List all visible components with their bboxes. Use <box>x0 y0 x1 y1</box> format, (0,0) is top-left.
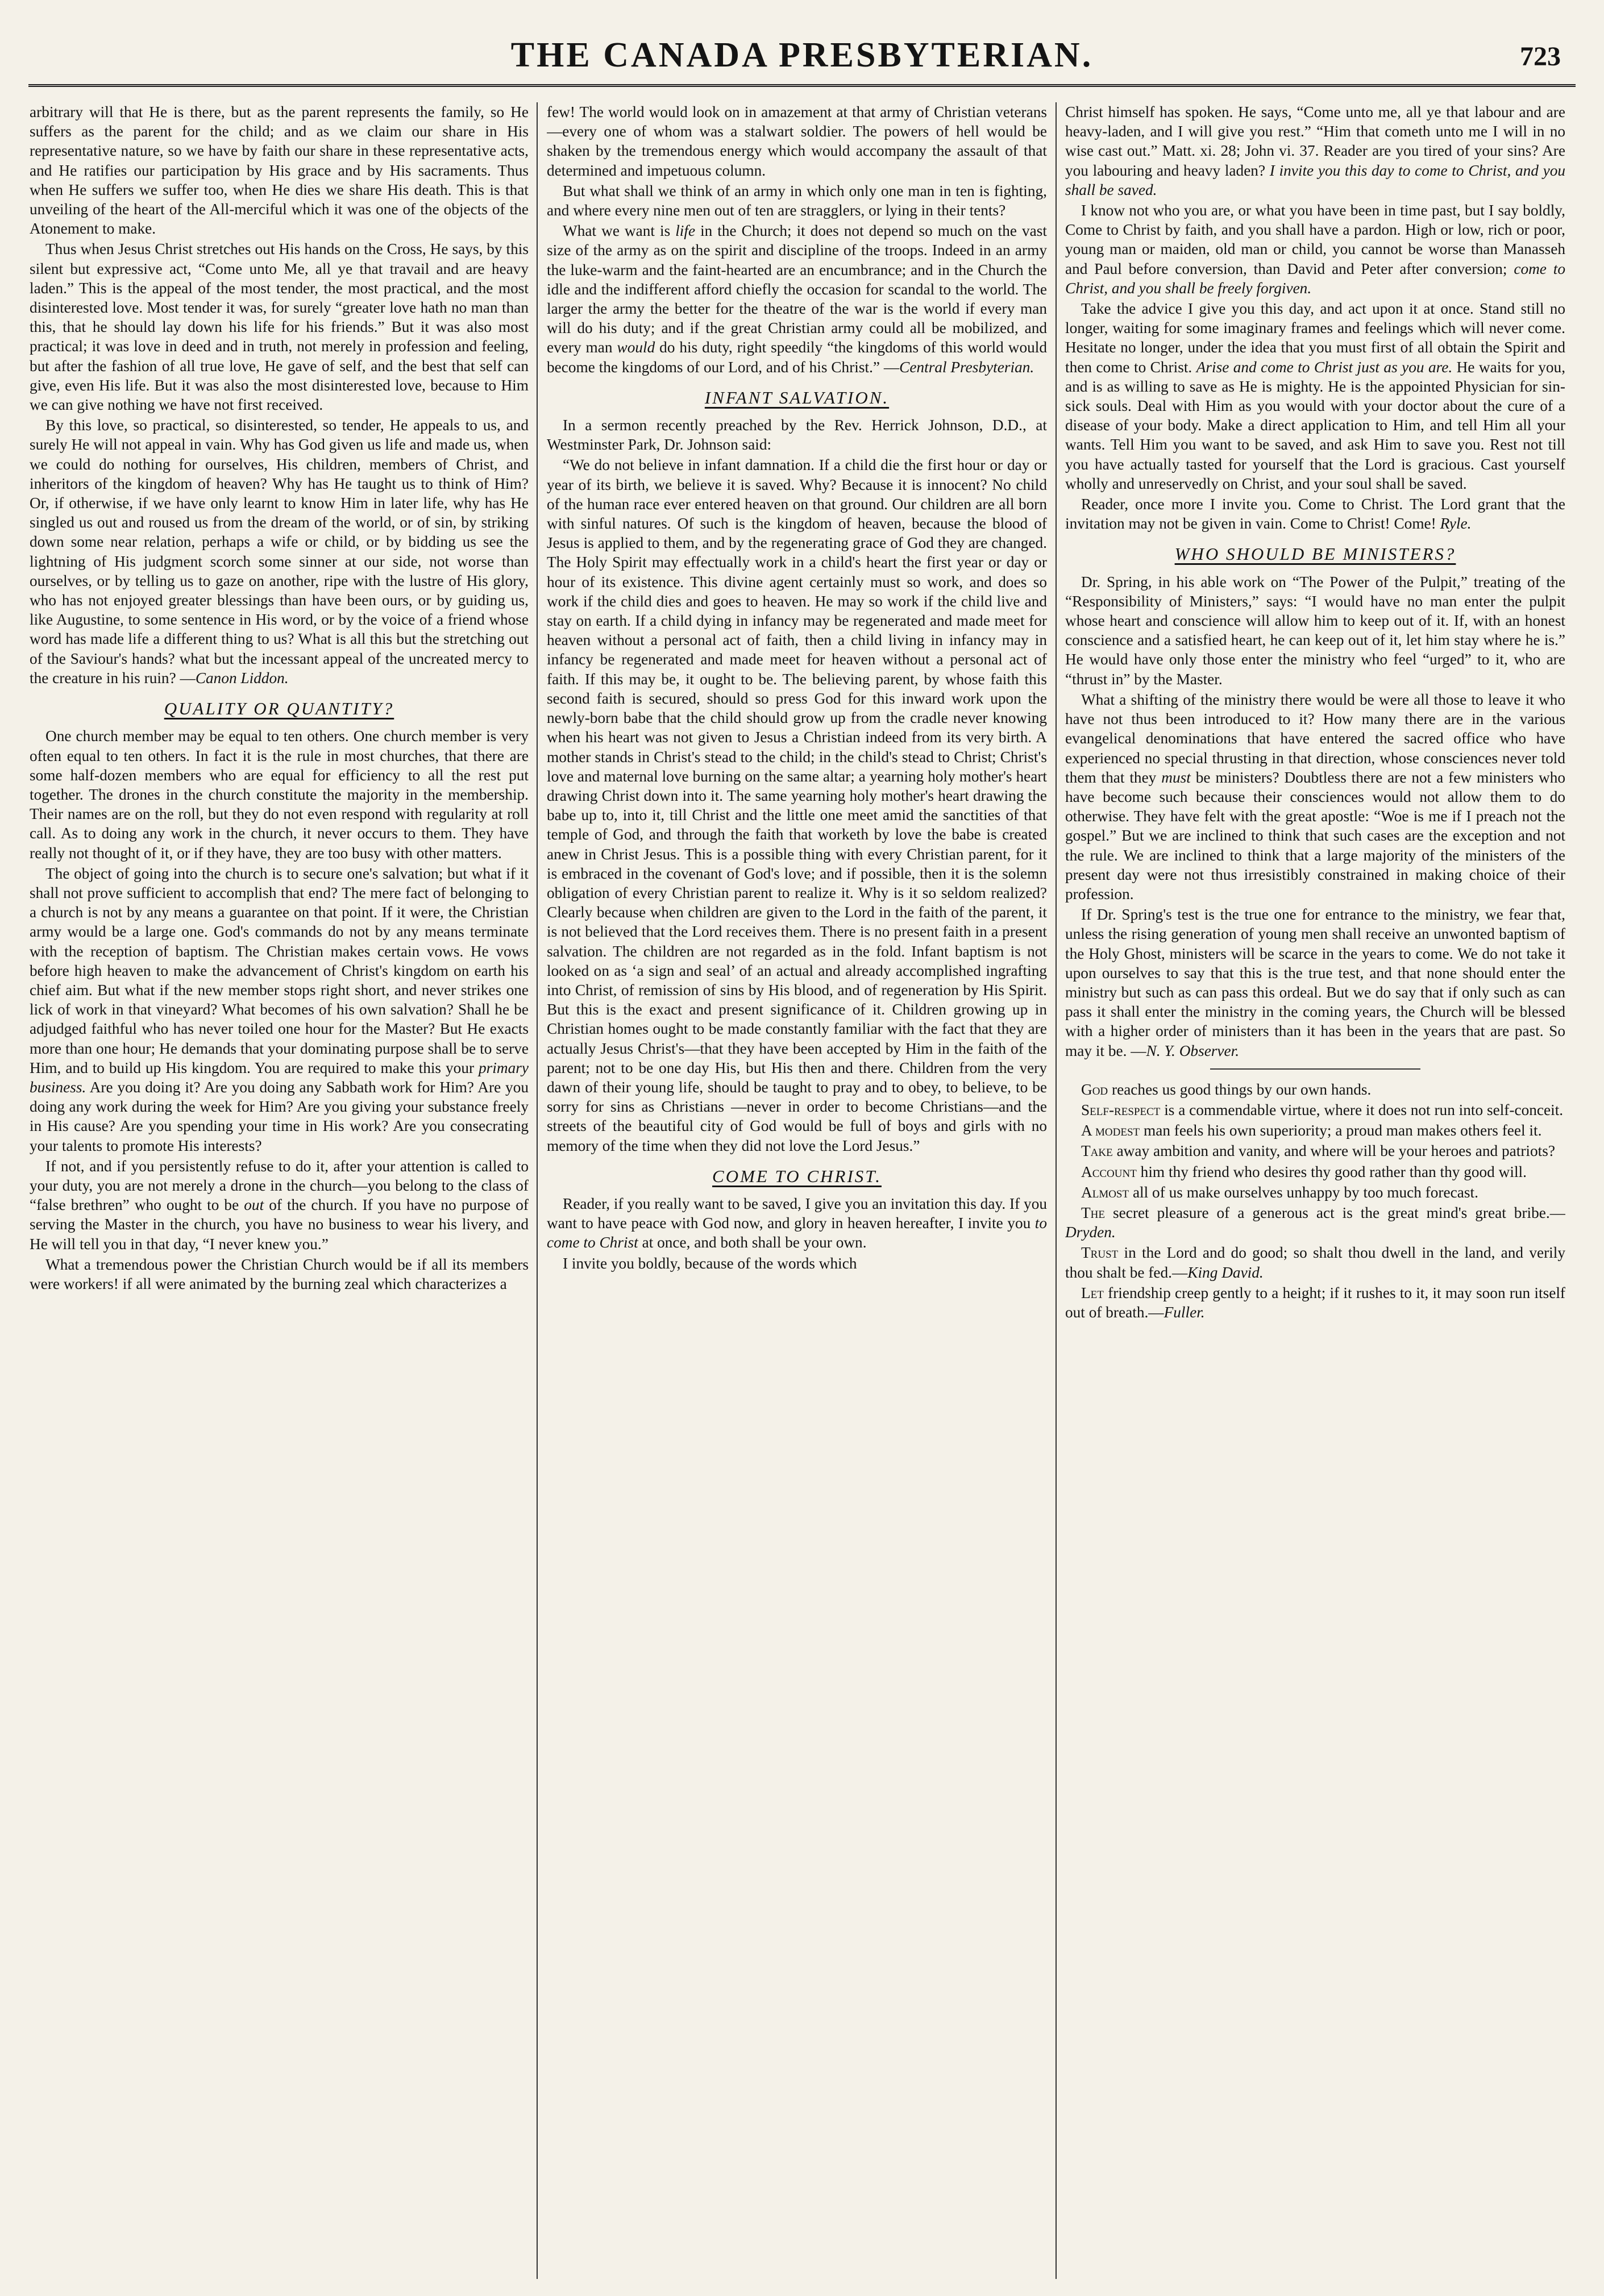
paragraph: arbitrary will that He is there, but as the parent represents the family, so He suffers as the parent for the child; and as we claim our share in His representative nature, so we have by faith our share in these representative acts, and He ratifies our participation by His grace and by His sacraments. Thus when He suffers we suffer too, when He dies we share His death. This is that unveiling of the heart of the All-merciful which it was one of the objects of the Atonement to make. <box>30 103 529 238</box>
maxim-text: reaches us good things by our own hands. <box>1111 1080 1372 1098</box>
maxim-lead: The <box>1081 1204 1106 1221</box>
paragraph-text: Are you doing it? Are you doing any Sabbath work for Him? Are you doing any work during the week for Him? Are you giving your substance freely in His cause? Are you spending your time in His work? Are you consecrating your talents to promote His interests? <box>30 1078 529 1154</box>
paragraph-text: If not, and if you persistently refuse to do it, after your attention is called to your duty, you are not merely a drone in the church—you belong to the class of “false brethren” who ought to be <box>30 1157 529 1214</box>
maxim <box>1065 1203 1565 1242</box>
paragraph-text: Reader, once more I invite you. Come to Christ. The Lord grant that the invitation may not be given in vain. Come to Christ! Come! <box>1065 496 1565 533</box>
maxim-lead: A modest <box>1081 1122 1140 1139</box>
paragraph-text: of the church. If you have no purpose of serving the Master in the church, you have no business to wear his livery, and He will tell you in that day, “I never knew you.” <box>30 1196 529 1253</box>
emphasis: to come to Christ <box>547 1214 1047 1251</box>
maxim-lead: Self-respect <box>1081 1101 1161 1118</box>
paragraph <box>30 864 529 1155</box>
section-divider <box>1210 1068 1420 1070</box>
maxim <box>1065 1141 1565 1161</box>
paragraph: Thus when Jesus Christ stretches out His hands on the Cross, He says, by this silent but expressive act, “Come unto Me, all ye that travail and are heavy laden.” This is the appeal of the most tender, the most practical, and the most disinterested love. Most tender it was, for surely “greater love hath no man than this, that he should lay down his life for his friends.” But it was also most practical; it was love in deed and in truth, not merely in profession and feeling, but after the fashion of all true love, He gave of self, and the best that self can give, even His life. But it was also the most disinterested love, because to Him we can give nothing we have not first received. <box>30 240 529 414</box>
article-heading-quality: QUALITY OR QUANTITY? <box>164 698 394 719</box>
paragraph <box>1065 905 1565 1060</box>
page-number: 723 <box>1520 41 1561 72</box>
emphasis: would <box>617 339 655 356</box>
paragraph: I invite you boldly, because of the words which <box>563 1254 857 1272</box>
column-rule <box>537 102 538 2279</box>
emphasis: life <box>675 222 696 240</box>
maxim-text: man feels his own superiority; a proud man makes others feel it. <box>1143 1122 1542 1139</box>
maxim <box>1065 1100 1565 1120</box>
byline: Ryle. <box>1440 515 1472 533</box>
paragraph <box>1065 201 1565 298</box>
byline: Fuller. <box>1163 1303 1205 1321</box>
emphasis: must <box>1161 768 1191 786</box>
byline: Central Presbyterian. <box>899 358 1034 376</box>
paragraph <box>1065 494 1565 533</box>
paragraph-text: Take the advice I give you this day, and act upon it at once. Stand still no longer, waiting for some imaginary frames and feelings which will never come. Hesitate no longer, under the idea that you must first of all obtain the Spirit and then come to Christ. <box>1065 300 1565 376</box>
maxim <box>1065 1121 1565 1140</box>
paragraph-text: If Dr. Spring's test is the true one for entrance to the ministry, we fear that, unless the rising generation of young men shall receive an unwonted baptism of the Holy Ghost, ministers will be scarce in the years to come. We do not take it upon ourselves to say that this is the true test, and that none should enter the ministry but such as can pass this ordeal. But we do say that if only such as can pass it shall enter the ministry in the coming years, the Church will be blessed with a higher order of ministers than it has been in the years that are past. So may it be. — <box>1065 906 1565 1059</box>
paragraph-text: be ministers? Doubtless there are not a few ministers who have become such because their consciences would not allow them to do otherwise. They have felt with the great apostle: “Woe is me if I preach not the gospel.” But we are inclined to think that such cases are the exception and not the rule. We are inclined to think that a large majority of the ministers of the present day were not thus irresistibly constrained in making choice of their profession. <box>1065 768 1565 902</box>
article-heading-ministers: WHO SHOULD BE MINISTERS? <box>1174 544 1456 564</box>
emphasis: primary business. <box>30 1059 529 1096</box>
paragraph: Dr. Spring, in his able work on “The Power of the Pulpit,” treating of the “Responsibility of Ministers,” says: “I would have no man enter the pulpit whose heart and conscience will allow him to keep out of it. If, with an honest conscience and a satisfied heart, he can keep out of it, let him stay where he is.” He would have only those enter the ministry who feel “urged” to it, who are “thrust in” by the Master. <box>1065 573 1565 688</box>
emphasis: out <box>244 1196 264 1214</box>
paragraph: One church member may be equal to ten others. One church member is very often equal to ten others. In fact it is the rule in most churches, that there are some half-dozen members who are equal for efficiency to all the rest put together. The drones in the church constitute the majority in the membership. Their names are on the roll, but they do not even respond with regularity at roll call. As to doing any work in the church, it never occurs to them. They have really not thought of it, or if they have, they are too busy with other matters. <box>30 727 529 862</box>
byline: King David. <box>1187 1263 1264 1281</box>
maxim-lead: Account <box>1081 1163 1137 1180</box>
paragraph <box>547 221 1047 377</box>
maxim-text: all of us make ourselves unhappy by too much forecast. <box>1132 1183 1478 1201</box>
maxim <box>1065 1283 1565 1322</box>
paragraph <box>1065 690 1565 904</box>
byline: Dryden. <box>1065 1224 1116 1241</box>
paragraph: What a tremendous power the Christian Church would be if all its members were workers! if all were animated by the burning zeal which characterizes a <box>30 1255 529 1292</box>
paragraph: In a sermon recently preached by the Rev. Herrick Johnson, D.D., at Westminster Park, Dr. Johnson said: <box>547 417 1047 454</box>
paragraph-text: Reader, if you really want to be saved, I give you an invitation this day. If you want to have peace with God now, and glory in heaven hereafter, I invite you <box>547 1195 1047 1232</box>
paragraph-text: He waits for you, and is as willing to save as He is mighty. He is the appointed Physician for sin-sick souls. Deal with Him as you would with your doctor about the cure of a disease of your body. Make a direct application to Him, and tell Him all your wants. Tell Him you want to be saved, and ask Him to save you. Rest not till you have actually tasted for yourself that the Lord is gracious. Cast yourself wholly and unreservedly on Christ, and your soul shall be saved. <box>1065 358 1565 492</box>
maxim-text: friendship creep gently to a height; if it rushes to it, it may soon run itself out of breath.— <box>1065 1284 1565 1321</box>
paragraph <box>30 415 529 688</box>
maxim-lead: Let <box>1081 1284 1104 1301</box>
paragraph-text: What a shifting of the ministry there would be were all those to leave it who have not thus been introduced to it? How many there are in the various evangelical denominations that have entered the sacred office who have experienced no special thrusting in that direction, whose consciences never told them that they <box>1065 691 1565 786</box>
paragraph-text: What we want is <box>563 222 671 240</box>
maxim <box>1065 1080 1565 1099</box>
maxim-text: secret pleasure of a generous act is the great mind's great bribe.— <box>1113 1204 1565 1221</box>
maxim-lead: Almost <box>1081 1183 1129 1201</box>
column-1 <box>30 102 529 2279</box>
paragraph: few! The world would look on in amazement at that army of Christian veterans—every one of whom was a stalwart soldier. The powers of hell would be shaken by the tremendous energy which would accompany the assault of that determined and impetuous column. <box>547 103 1047 179</box>
maxim-text: in the Lord and do good; so shalt thou dwell in the land, and verily thou shalt be fed.— <box>1065 1244 1565 1281</box>
paragraph-text: I know not who you are, or what you have been in time past, but I say boldly, Come to Christ by faith, and you shall have a pardon. High or low, rich or poor, young man or maiden, old man or child, you cannot be worse than Manasseh and Paul before conversion, than David and Peter after conversion; <box>1065 202 1565 277</box>
paragraph <box>1065 299 1565 493</box>
paragraph-text: By this love, so practical, so disinterested, so tender, He appeals to us, and surely He will not appeal in vain. Why has God given us life and made us, when we could do nothing for ourselves, His children, members of Christ, and inheritors of the kingdom of heaven? Why has He taught us to think of Him? Or, if otherwise, if we have only learnt to know Him in later life, why has He singled us out and roused us from the dream of the world, or of sin, by striking down some near relation, perhaps a wife or child, or by bidding us see the lightning of His judgment scorch some sinner at our side, not worse than ourselves, or by telling us to gaze on another, ripe with the lustre of His glory, who has not enjoyed greater blessings than have been ours, or by guiding us, like Augustine, to some sentence in His word, or by the voice of a friend whose word has made life a different thing to us? What is all this but the stretching out of the Saviour's hands? what but the incessant appeal of the uncreated mercy to the creature in his ruin? — <box>30 417 529 687</box>
maxim-lead: God <box>1081 1080 1108 1098</box>
masthead <box>28 27 1576 87</box>
maxim-text: him thy friend who desires thy good rather than thy good will. <box>1140 1163 1527 1180</box>
paragraph-text: in the Church; it does not depend so much on the vast size of the army as on the spirit and discipline of the troops. Indeed in an army the luke-warm and the faint-hearted are an encumbrance; and in the Church the idle and the indifferent afford chiefly the occasion for scandal to the world. The larger the army the better for the theatre of the war is the world if every man will do his duty; and if the great Christian army could all be mobilized, and every man <box>547 222 1047 356</box>
emphasis: come to Christ, and you shall be freely forgiven. <box>1065 260 1565 297</box>
maxim-text: is a commendable virtue, where it does not run into self-conceit. <box>1164 1101 1564 1118</box>
maxim <box>1065 1183 1565 1202</box>
article-heading-come: COME TO CHRIST. <box>712 1166 882 1186</box>
column-2 <box>547 102 1047 2279</box>
maxim-lead: Trust <box>1081 1244 1119 1262</box>
paragraph-text: at once, and both shall be your own. <box>642 1234 867 1251</box>
maxim <box>1065 1162 1565 1182</box>
byline: N. Y. Observer. <box>1146 1042 1240 1059</box>
column-3 <box>1065 102 1565 2279</box>
paragraph-text: Christ himself has spoken. He says, “Come unto me, all ye that labour and are heavy-laden, and I will give you rest.” “Him that cometh unto me I will in no wise cast out.” Matt. xi. 28; John vi. 37. Reader are you tired of your sins? Are you labouring and heavy laden? <box>1065 103 1565 179</box>
maxim <box>1065 1243 1565 1282</box>
maxim-text: away ambition and vanity, and where will be your heroes and patriots? <box>1116 1142 1555 1160</box>
paragraph <box>30 1157 529 1254</box>
paragraph <box>1065 102 1565 199</box>
paragraph <box>547 1194 1047 1253</box>
paragraph: “We do not believe in infant damnation. If a child die the first hour or day or year of its birth, we believe it is saved. Why? Because it is innocent? No child of the human race ever entered heaven on that ground. Our children are all born with sinful natures. Of such is the kingdom of heaven, because the blood of Jesus is applied to them, and by the regenerating grace of God they are changed. The Holy Spirit may effectually work in a child's heart the first year or day or hour of its existence. This divine agent certainly must so work, and does so work if the child dies and goes to heaven. He may so work if the child live and stay on earth. If a child dying in infancy may be regenerated and made meet for heaven without a personal act of faith, then a child living in infancy may in infancy be regenerated and made meet for heaven without a personal act of faith. If this may be, it ought to be. The believing parent, by whose faith this second faith is secured, should so press God for this inward work upon the newly-born babe that the child should grow up from the cradle never knowing when his heart was not given to Jesus a Christian indeed from its very birth. A mother stands in Christ's stead to the child; in the child's stead to Christ; Christ's love and maternal love burning on the same altar; a yearning holy mother's heart drawing Christ down into it. The same yearning holy mother's heart drawing the babe up to, into it, till Christ and the little one meet amid the sanctities of that temple of God, and through the faith that worketh by love the babe is created anew in Christ Jesus. This is a possible thing with every Christian parent, for it is embraced in the covenant of God's love; and if possible, then it is the solemn obligation of every Christian parent to realize it. Why is it so seldom realized? Clearly because when children are given to the Lord in the faith of the parent, it is not believed that the Lord receives them. There is no present faith in a present salvation. The children are not regarded as in the fold. Infant baptism is not looked on as ‘a sign and seal’ of an actual and already accomplished ingrafting into Christ, of remission of sins by His blood, and of regeneration by His Spirit. But this is the exact and present significance of it. Children growing up in Christian homes ought to be made constantly familiar with the fact that they are actually Jesus Christ's—that they have been accepted by Him in the faith of the parent; not to be one day His, but His then and there. Children from the very dawn of their young life, should be taught to pray and to obey, to believe, to be sorry for sins as Christians —never in order to become Christians—and the streets of the beautiful city of God would be full of boys and girls with no memory of the time when they did not love the Lord Jesus.” <box>547 456 1047 1154</box>
publication-title: THE CANADA PRESBYTERIAN. <box>510 36 1094 74</box>
paragraph-text: do his duty, right speedily “the kingdoms of this world would become the kingdoms of our Lord, and of his Christ.” — <box>547 339 1047 376</box>
byline: Canon Liddon. <box>195 669 289 687</box>
maxim-lead: Take <box>1081 1142 1113 1160</box>
emphasis: Arise and come to Christ just as you are. <box>1196 358 1453 376</box>
paragraph-text: The object of going into the church is to secure one's salvation; but what if it shall not prove sufficient to accomplish that end? The mere fact of belonging to a church is not by any means a guarantee on that point. If it were, the Christian army would be a large one. God's commands do not by any means terminate with the reception of baptism. The Christian makes certain vows. He vows before high heaven to make the advancement of Christ's kingdom on earth his chief aim. But what if the new member stops right short, and never strikes one lick of work in that vineyard? What becomes of his own salvation? Shall he be adjudged faithful who has never toiled one hour for the Master? But He exacts more than one hour; He demands that your dominating purpose shall be to serve Him, and to build up His kingdom. You are required to make this your <box>30 864 529 1076</box>
emphasis: I invite you this day to come to Christ, and you shall be saved. <box>1065 161 1565 198</box>
paragraph: But what shall we think of an army in which only one man in ten is fighting, and where every nine men out of ten are stragglers, or lying in their tents? <box>547 182 1047 219</box>
article-heading-infant: INFANT SALVATION. <box>704 387 890 407</box>
column-rule <box>1056 102 1057 2279</box>
